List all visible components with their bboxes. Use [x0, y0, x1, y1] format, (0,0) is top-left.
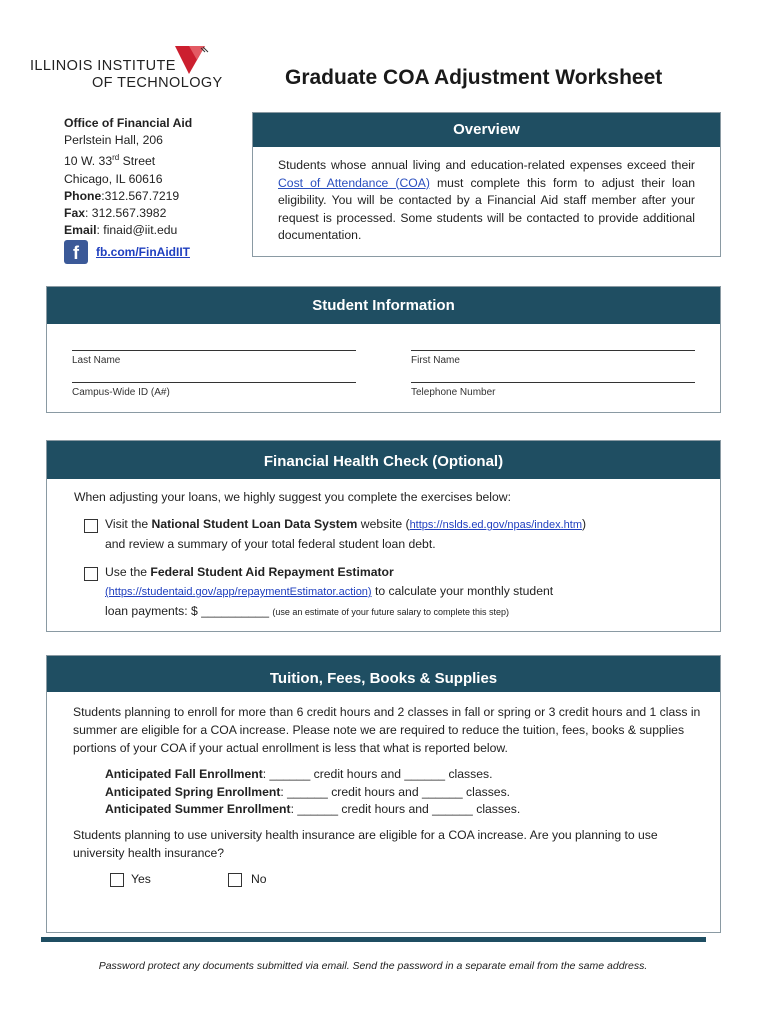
telephone-field[interactable]: Telephone Number — [411, 382, 695, 398]
facebook-link[interactable]: fb.com/FinAidIIT — [96, 245, 190, 259]
tuition-box — [46, 655, 721, 933]
office-building: Perlstein Hall, 206 — [64, 133, 163, 148]
repayment-estimator-link[interactable]: (https://studentaid.gov/app/repaymentEstimator.action) — [105, 586, 372, 598]
facebook-icon[interactable]: f — [64, 240, 88, 264]
page-title: Graduate COA Adjustment Worksheet — [285, 66, 663, 89]
first-name-field[interactable]: First Name — [411, 350, 695, 366]
office-phone: Phone:312.567.7219 — [64, 188, 180, 203]
financial-health-header: Financial Health Check (Optional) — [47, 441, 720, 479]
tuition-paragraph: Students planning to enroll for more than 6 credit hours and 2 classes in fall or spring or 3 credit hours and 1 class in summer are eligible for a COA increase. Please note we are required to reduce the tuition, fees, books & supplies portions of your COA if your actual enrollment is less that what is reported below. — [73, 705, 701, 755]
overview-box — [252, 112, 721, 257]
repayment-estimator-item: Use the Federal Student Aid Repayment Estimator (https://studentaid.gov/app/repaymentEstimator.action) to calculate your monthly student loan payments: $ __________ (use an estimate of your future salary to complete this step) — [105, 565, 554, 618]
nslds-item: Visit the National Student Loan Data System website (https://nslds.ed.gov/npas/index.htm) and review a summary of your total federal student loan debt. — [105, 517, 587, 551]
facebook-link-row[interactable] — [64, 240, 190, 264]
iit-logo — [30, 46, 230, 94]
overview-header: Overview — [253, 113, 720, 147]
insurance-no-label: No — [251, 872, 267, 886]
office-contact — [64, 115, 192, 239]
last-name-field[interactable]: Last Name — [72, 350, 356, 366]
financial-health-intro: When adjusting your loans, we highly suggest you complete the exercises below: — [74, 490, 511, 504]
campus-id-field[interactable]: Campus-Wide ID (A#) — [72, 382, 356, 398]
nslds-link[interactable]: https://nslds.ed.gov/npas/index.htm — [409, 519, 582, 531]
office-fax: Fax: 312.567.3982 — [64, 206, 167, 221]
financial-health-box — [46, 440, 721, 632]
footer-divider — [41, 937, 706, 942]
loan-payment-field[interactable]: loan payments: $ __________ — [105, 604, 273, 618]
logo-line-2: OF TECHNOLOGY — [92, 75, 223, 91]
office-email: Email: finaid@iit.edu — [64, 223, 178, 238]
spring-enrollment[interactable]: Anticipated Spring Enrollment: ______ credit hours and ______ classes. — [105, 784, 511, 799]
tuition-header: Tuition, Fees, Books & Supplies — [47, 656, 720, 692]
summer-enrollment[interactable]: Anticipated Summer Enrollment: ______ credit hours and ______ classes. — [105, 802, 521, 817]
insurance-no-checkbox[interactable] — [228, 873, 242, 887]
nslds-checkbox[interactable] — [84, 519, 98, 533]
health-insurance-question: Students planning to use university health insurance are eligible for a COA increase. Are you planning to use university health insurance? — [73, 828, 658, 860]
office-name: Office of Financial Aid — [64, 116, 193, 130]
office-street: 10 W. 33rd Street — [64, 153, 156, 169]
logo-mark-icon — [175, 46, 209, 76]
insurance-yes-label: Yes — [131, 872, 151, 886]
overview-text: Students whose annual living and education-related expenses exceed their Cost of Attendance (COA) must complete this form to adjust their loan eligibility. You will be contacted by a Financial Aid staff member after your request is processed. Some students will be contacted to provide additional documentation. — [278, 158, 696, 243]
logo-line-1: ILLINOIS INSTITUTE — [30, 58, 176, 74]
coa-link[interactable]: Cost of Attendance (COA) — [278, 175, 430, 190]
fall-enrollment[interactable]: Anticipated Fall Enrollment: ______ credit hours and ______ classes. — [105, 767, 493, 781]
office-city: Chicago, IL 60616 — [64, 171, 163, 186]
repayment-estimator-checkbox[interactable] — [84, 567, 98, 581]
student-information-box — [46, 286, 721, 413]
enrollment-lines — [105, 766, 520, 819]
student-information-header: Student Information — [47, 287, 720, 324]
footer-note: Password protect any documents submitted via email. Send the password in a separate email from the same address. — [98, 960, 648, 972]
insurance-yes-checkbox[interactable] — [110, 873, 124, 887]
